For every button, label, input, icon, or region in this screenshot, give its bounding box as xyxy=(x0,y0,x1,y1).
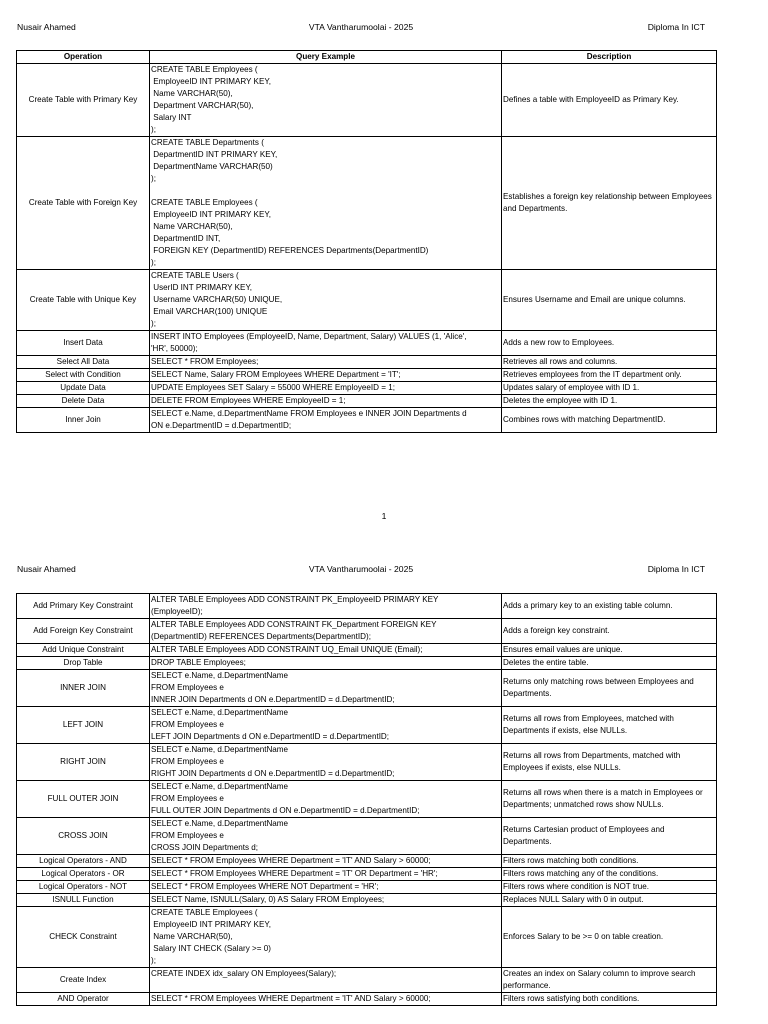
query-cell: SELECT e.Name, d.DepartmentName FROM Employees e INNER JOIN Departments d ON e.DepartmentID = d.DepartmentID; xyxy=(150,670,502,707)
operation-cell: Update Data xyxy=(17,382,150,395)
operation-cell: CHECK Constraint xyxy=(17,907,150,968)
query-cell: SELECT * FROM Employees WHERE Department = 'IT' AND Salary > 60000; xyxy=(150,993,502,1006)
operation-cell: Logical Operators - NOT xyxy=(17,881,150,894)
header-author: Nusair Ahamed xyxy=(17,22,76,32)
column-header-description: Description xyxy=(502,51,717,64)
header-center: VTA Vantharumoolai - 2025 xyxy=(308,22,414,32)
query-cell: SELECT e.Name, d.DepartmentName FROM Employees e CROSS JOIN Departments d; xyxy=(150,818,502,855)
description-cell: Filters rows where condition is NOT true. xyxy=(502,881,717,894)
table-row xyxy=(17,707,717,744)
header-right: Diploma In ICT xyxy=(647,564,705,574)
table-row xyxy=(17,993,717,1006)
operation-cell: INNER JOIN xyxy=(17,670,150,707)
table-row xyxy=(17,907,717,968)
table-row xyxy=(17,382,717,395)
query-cell: CREATE TABLE Departments ( DepartmentID INT PRIMARY KEY, DepartmentName VARCHAR(50) ); CREATE TABLE Employees ( EmployeeID INT PRIMARY KEY, Name VARCHAR(50), DepartmentID INT, FOREIGN KEY (DepartmentID) REFERENCES Departments(DepartmentID) ); xyxy=(150,137,502,270)
query-cell: SELECT Name, Salary FROM Employees WHERE Department = 'IT'; xyxy=(150,369,502,382)
operation-cell: Select with Condition xyxy=(17,369,150,382)
operation-cell: RIGHT JOIN xyxy=(17,744,150,781)
table-row xyxy=(17,137,717,270)
column-header-query: Query Example xyxy=(150,51,502,64)
operation-cell: CROSS JOIN xyxy=(17,818,150,855)
table-row xyxy=(17,744,717,781)
description-cell: Ensures email values are unique. xyxy=(502,644,717,657)
query-cell: DROP TABLE Employees; xyxy=(150,657,502,670)
table-row xyxy=(17,64,717,137)
query-cell: SELECT e.Name, d.DepartmentName FROM Employees e INNER JOIN Departments d ON e.DepartmentID = d.DepartmentID; xyxy=(150,408,502,433)
query-cell: ALTER TABLE Employees ADD CONSTRAINT FK_Department FOREIGN KEY (DepartmentID) REFERENCES Departments(DepartmentID); xyxy=(150,619,502,644)
page-1-header xyxy=(17,20,705,34)
table-row xyxy=(17,594,717,619)
operation-cell: Add Primary Key Constraint xyxy=(17,594,150,619)
query-cell: UPDATE Employees SET Salary = 55000 WHERE EmployeeID = 1; xyxy=(150,382,502,395)
query-cell: CREATE TABLE Employees ( EmployeeID INT PRIMARY KEY, Name VARCHAR(50), Department VARCHAR(50), Salary INT ); xyxy=(150,64,502,137)
description-cell: Filters rows matching any of the conditions. xyxy=(502,868,717,881)
table-row xyxy=(17,670,717,707)
table-row xyxy=(17,270,717,331)
table-header-row xyxy=(17,51,717,64)
query-cell: SELECT * FROM Employees WHERE NOT Department = 'HR'; xyxy=(150,881,502,894)
description-cell: Adds a primary key to an existing table column. xyxy=(502,594,717,619)
operation-cell: LEFT JOIN xyxy=(17,707,150,744)
operation-cell: Select All Data xyxy=(17,356,150,369)
operation-cell: FULL OUTER JOIN xyxy=(17,781,150,818)
table-row xyxy=(17,781,717,818)
description-cell: Defines a table with EmployeeID as Primary Key. xyxy=(502,64,717,137)
table-row xyxy=(17,968,717,993)
operation-cell: Create Table with Unique Key xyxy=(17,270,150,331)
query-cell: SELECT * FROM Employees WHERE Department = 'IT' AND Salary > 60000; xyxy=(150,855,502,868)
column-header-operation: Operation xyxy=(17,51,150,64)
description-cell: Establishes a foreign key relationship between Employees and Departments. xyxy=(502,137,717,270)
query-cell: CREATE TABLE Users ( UserID INT PRIMARY KEY, Username VARCHAR(50) UNIQUE, Email VARCHAR(100) UNIQUE ); xyxy=(150,270,502,331)
table-row xyxy=(17,408,717,433)
operation-cell: Create Index xyxy=(17,968,150,993)
table-row xyxy=(17,868,717,881)
operation-cell: Add Unique Constraint xyxy=(17,644,150,657)
description-cell: Returns all rows from Employees, matched with Departments if exists, else NULLs. xyxy=(502,707,717,744)
description-cell: Adds a foreign key constraint. xyxy=(502,619,717,644)
description-cell: Returns all rows from Departments, matched with Employees if exists, else NULLs. xyxy=(502,744,717,781)
query-cell: SELECT * FROM Employees WHERE Department = 'IT' OR Department = 'HR'; xyxy=(150,868,502,881)
operation-cell: Add Foreign Key Constraint xyxy=(17,619,150,644)
table-row xyxy=(17,356,717,369)
description-cell: Retrieves employees from the IT department only. xyxy=(502,369,717,382)
operation-cell: Insert Data xyxy=(17,331,150,356)
query-cell: CREATE INDEX idx_salary ON Employees(Salary); xyxy=(150,968,502,993)
operation-cell: Delete Data xyxy=(17,395,150,408)
header-right: Diploma In ICT xyxy=(647,22,705,32)
table-row xyxy=(17,881,717,894)
description-cell: Updates salary of employee with ID 1. xyxy=(502,382,717,395)
description-cell: Returns only matching rows between Employees and Departments. xyxy=(502,670,717,707)
operation-cell: Inner Join xyxy=(17,408,150,433)
operation-cell: Create Table with Foreign Key xyxy=(17,137,150,270)
description-cell: Combines rows with matching DepartmentID. xyxy=(502,408,717,433)
query-cell: SELECT * FROM Employees; xyxy=(150,356,502,369)
table-row xyxy=(17,331,717,356)
table-row xyxy=(17,855,717,868)
description-cell: Returns all rows when there is a match in Employees or Departments; unmatched rows show NULLs. xyxy=(502,781,717,818)
page-1-table xyxy=(16,50,717,433)
table-row xyxy=(17,395,717,408)
description-cell: Adds a new row to Employees. xyxy=(502,331,717,356)
description-cell: Ensures Username and Email are unique columns. xyxy=(502,270,717,331)
query-cell: SELECT e.Name, d.DepartmentName FROM Employees e LEFT JOIN Departments d ON e.DepartmentID = d.DepartmentID; xyxy=(150,707,502,744)
query-cell: SELECT Name, ISNULL(Salary, 0) AS Salary FROM Employees; xyxy=(150,894,502,907)
page-2-header xyxy=(17,562,705,576)
page-number: 1 xyxy=(381,511,387,521)
table-row xyxy=(17,369,717,382)
description-cell: Filters rows matching both conditions. xyxy=(502,855,717,868)
query-cell: DELETE FROM Employees WHERE EmployeeID = 1; xyxy=(150,395,502,408)
operation-cell: Drop Table xyxy=(17,657,150,670)
description-cell: Enforces Salary to be >= 0 on table creation. xyxy=(502,907,717,968)
query-cell: SELECT e.Name, d.DepartmentName FROM Employees e FULL OUTER JOIN Departments d ON e.DepartmentID = d.DepartmentID; xyxy=(150,781,502,818)
operation-cell: Logical Operators - OR xyxy=(17,868,150,881)
query-cell: ALTER TABLE Employees ADD CONSTRAINT UQ_Email UNIQUE (Email); xyxy=(150,644,502,657)
table-row xyxy=(17,619,717,644)
description-cell: Retrieves all rows and columns. xyxy=(502,356,717,369)
description-cell: Replaces NULL Salary with 0 in output. xyxy=(502,894,717,907)
header-center: VTA Vantharumoolai - 2025 xyxy=(308,564,414,574)
operation-cell: AND Operator xyxy=(17,993,150,1006)
query-cell: SELECT e.Name, d.DepartmentName FROM Employees e RIGHT JOIN Departments d ON e.DepartmentID = d.DepartmentID; xyxy=(150,744,502,781)
query-cell: CREATE TABLE Employees ( EmployeeID INT PRIMARY KEY, Name VARCHAR(50), Salary INT CHECK (Salary >= 0) ); xyxy=(150,907,502,968)
table-row xyxy=(17,657,717,670)
operation-cell: Create Table with Primary Key xyxy=(17,64,150,137)
table-row xyxy=(17,818,717,855)
description-cell: Creates an index on Salary column to improve search performance. xyxy=(502,968,717,993)
table-row xyxy=(17,644,717,657)
description-cell: Deletes the employee with ID 1. xyxy=(502,395,717,408)
header-author: Nusair Ahamed xyxy=(17,564,76,574)
page-2-table xyxy=(16,593,717,1006)
description-cell: Filters rows satisfying both conditions. xyxy=(502,993,717,1006)
description-cell: Returns Cartesian product of Employees and Departments. xyxy=(502,818,717,855)
query-cell: ALTER TABLE Employees ADD CONSTRAINT PK_EmployeeID PRIMARY KEY (EmployeeID); xyxy=(150,594,502,619)
query-cell: INSERT INTO Employees (EmployeeID, Name, Department, Salary) VALUES (1, 'Alice', 'HR', 50000); xyxy=(150,331,502,356)
table-row xyxy=(17,894,717,907)
operation-cell: Logical Operators - AND xyxy=(17,855,150,868)
operation-cell: ISNULL Function xyxy=(17,894,150,907)
description-cell: Deletes the entire table. xyxy=(502,657,717,670)
